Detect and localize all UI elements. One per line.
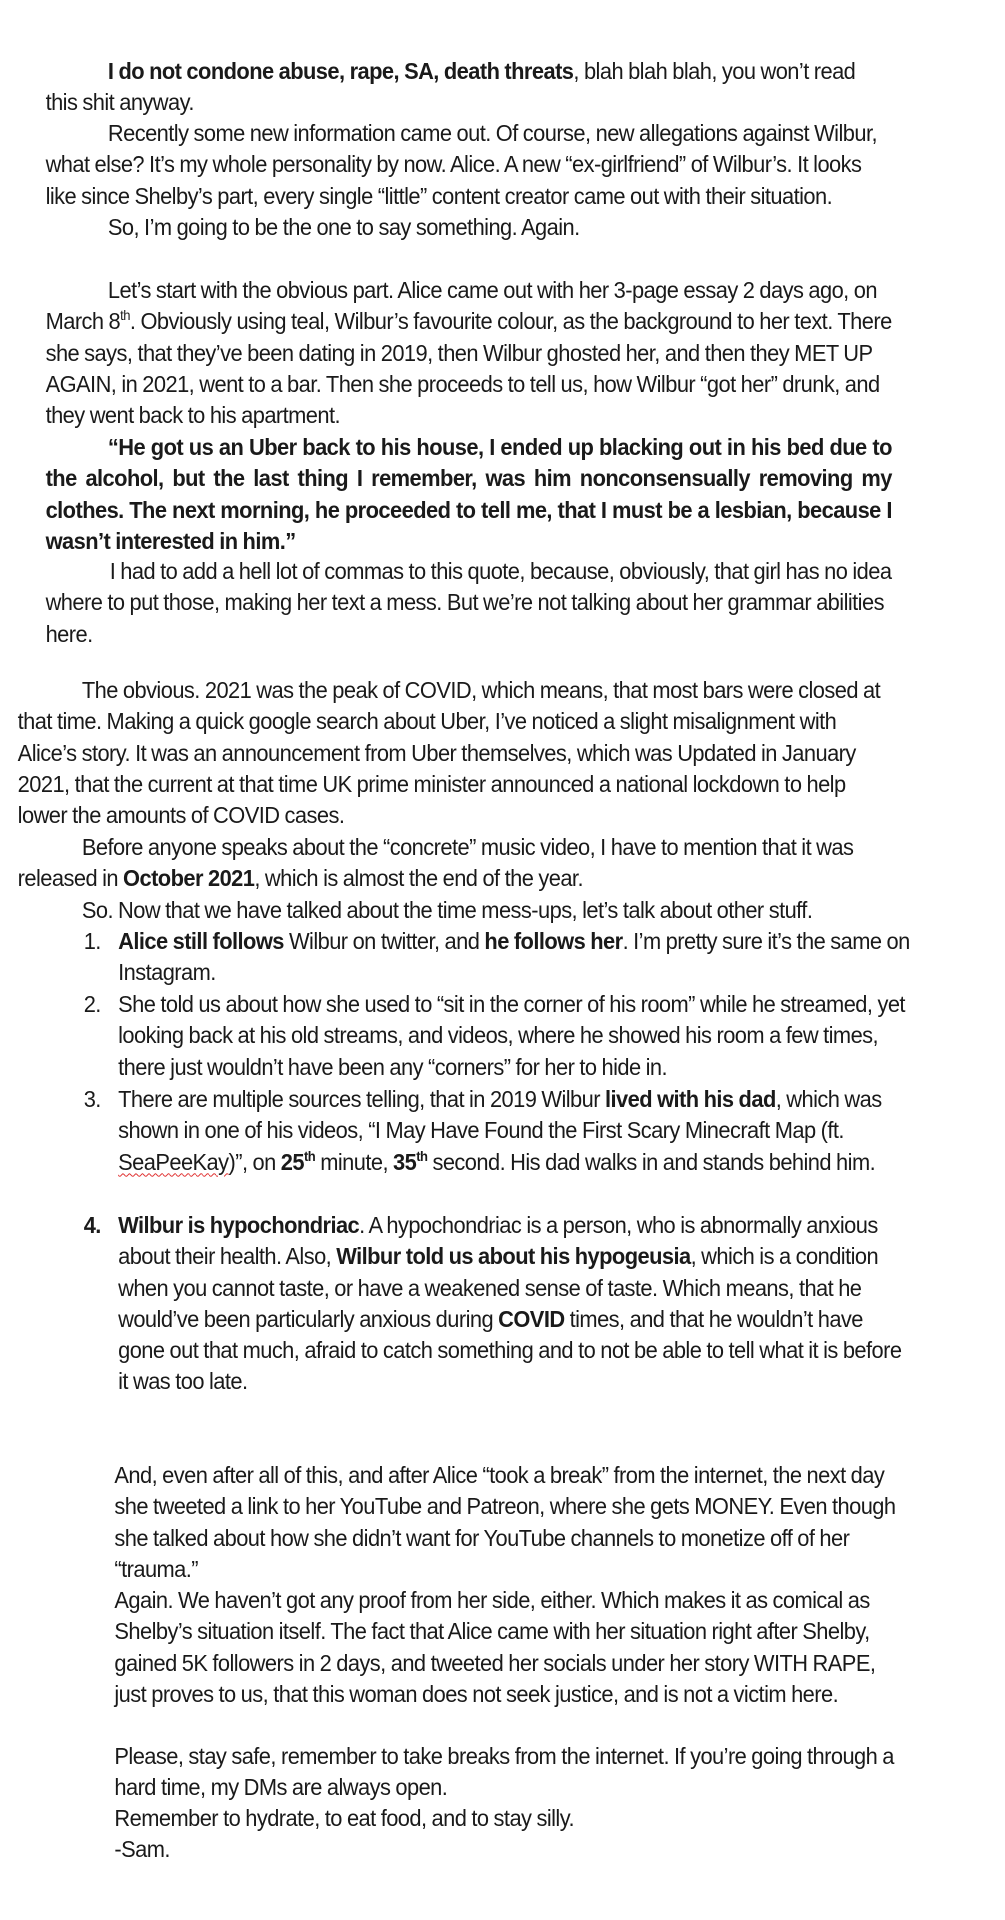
list-number: 3. — [83, 1086, 101, 1112]
intro-paragraph: Recently some new information came out. Of course, new allegations against Wilbur, what else? It’s my whole personality by now. Alice. A new “ex-girlfriend” of Wilbur’s. It looks like since Shelby’s part, every single “little” content creator came out with their situation. — [45, 120, 877, 209]
covid-bold: COVID — [498, 1305, 565, 1332]
stay-safe-paragraph: Please, stay safe, remember to take breaks from the internet. If you’re going through a hard time, my DMs are always open. — [114, 1743, 894, 1801]
no-proof-paragraph: Again. We haven’t got any proof from her side, either. Which makes it as comical as Shelby’s situation itself. The fact that Alice came with her situation right after Shelby, gained 5K followers in 2 days, and tweeted her socials under her story WITH RAPE, just proves to us, that this woman does not seek justice, and is not a victim here. — [114, 1587, 876, 1707]
signature: -Sam. — [114, 1836, 170, 1862]
hypochondriac-bold: Wilbur is hypochondriac — [118, 1212, 360, 1238]
minute-ordinal: th — [303, 1147, 316, 1164]
hypo-text-a: . A hypochondriac is a person, who is abnormally anxious about their health. Also, — [118, 1212, 878, 1270]
list-item-text: She told us about how she used to “sit in the corner of his room” while he streamed, yet looking back at his old streams, and videos, where he showed his room a few times, there just wouldn’t have been any “corners” for her to hide in. — [118, 991, 905, 1080]
release-date: October 2021 — [123, 865, 255, 892]
dad-text-e: second. His dad walks in and stands behind him. — [427, 1148, 876, 1175]
date-ordinal: th — [120, 307, 130, 324]
follows-her-bold: he follows her — [484, 928, 623, 954]
hydrate-paragraph: Remember to hydrate, to eat food, and to stay silly. — [114, 1805, 574, 1831]
hypo-text-c: times, and that he wouldn’t have gone out that much, afraid to catch something and to not be able to tell what it is before it was too late. — [118, 1305, 902, 1395]
list-item-text — [118, 1084, 910, 1178]
list-number: 1. — [83, 928, 101, 954]
other-stuff-paragraph: So. Now that we have talked about the time mess-ups, let’s talk about other stuff. — [81, 897, 813, 923]
list-item-text — [118, 926, 910, 989]
follows-text-end: . I’m pretty sure it’s the same on Instagram. — [118, 928, 910, 986]
obvious-part-text-a: Let’s start with the obvious part. Alice came out with her 3-page essay 2 days ago, on March 8 — [45, 277, 877, 335]
spellcheck-flagged-word: SeaPeeKay — [118, 1148, 229, 1175]
dad-text-a: There are multiple sources telling, that in 2019 Wilbur — [118, 1086, 606, 1112]
dad-text-c: )”, on — [228, 1148, 281, 1175]
disclaimer-bold: I do not condone abuse, rape, SA, death threats — [107, 58, 574, 84]
music-video-text-a: Before anyone speaks about the “concrete” music video, I have to mention that it was released in — [17, 834, 854, 892]
list-item-text — [118, 1210, 910, 1398]
alice-quote: “He got us an Uber back to his house, I ended up blacking out in his bed due to the alcohol, but the last thing I remember, was him nonconsensually removing my clothes. The next morning, he proceeded to tell me, that I must be a lesbian, because I wasn’t interested in him.” — [45, 434, 892, 554]
took-a-break-paragraph: And, even after all of this, and after Alice “took a break” from the internet, the next day she tweeted a link to her YouTube and Patreon, where she gets MONEY. Even though she talked about how she didn’t want for YouTube channels to monetize off of her “trauma.” — [114, 1462, 896, 1582]
music-video-paragraph — [18, 832, 892, 895]
list-number: 4. — [83, 1212, 101, 1238]
say-something-paragraph: So, I’m going to be the one to say something. Again. — [107, 214, 580, 240]
dad-bold: lived with his dad — [605, 1086, 776, 1112]
list-number: 2. — [83, 991, 101, 1017]
second-ordinal: th — [416, 1147, 428, 1164]
dad-text-b: , which was shown in one of his videos, “I May Have Found the First Scary Minecraft Map (ft. — [118, 1086, 882, 1144]
dad-text-d: minute, — [315, 1148, 394, 1175]
minute-number: 25 — [280, 1148, 304, 1175]
hypo-text-b: , which is a condition when you cannot taste, or have a weakened sense of taste. Which means, that he would’ve been particularly anxious during — [118, 1243, 879, 1332]
hypogeusia-bold: Wilbur told us about his hypogeusia — [336, 1243, 691, 1270]
disclaimer-paragraph — [46, 56, 892, 119]
covid-paragraph: The obvious. 2021 was the peak of COVID, which means, that most bars were closed at that time. Making a quick google search about Uber, I’ve noticed a slight misalignment with Alice’s story. It was an announcement from Uber themselves, which was Updated in January 2021, that the current at that time UK prime minister announced a national lockdown to help lower the amounts of COVID cases. — [17, 677, 881, 829]
disclaimer-rest: , blah blah blah, you won’t read this shit anyway. — [45, 58, 856, 116]
second-number: 35 — [393, 1148, 417, 1175]
grammar-paragraph: I had to add a hell lot of commas to this quote, because, obviously, that girl has no idea where to put those, making her text a mess. But we’re not talking about her grammar abilities here. — [45, 558, 892, 647]
obvious-part-text-b: . Obviously using teal, Wilbur’s favourite colour, as the background to her text. There she says, that they’ve been dating in 2019, then Wilbur ghosted her, and then they MET UP AGAIN, in 2021, went to a bar. Then she proceeds to tell us, how Wilbur “got her” drunk, and they went back to his apartment. — [45, 308, 892, 429]
obvious-part-paragraph — [46, 275, 892, 431]
music-video-text-b: , which is almost the end of the year. — [254, 865, 583, 892]
follows-bold: Alice still follows — [118, 928, 284, 954]
follows-text: Wilbur on twitter, and — [283, 928, 485, 954]
